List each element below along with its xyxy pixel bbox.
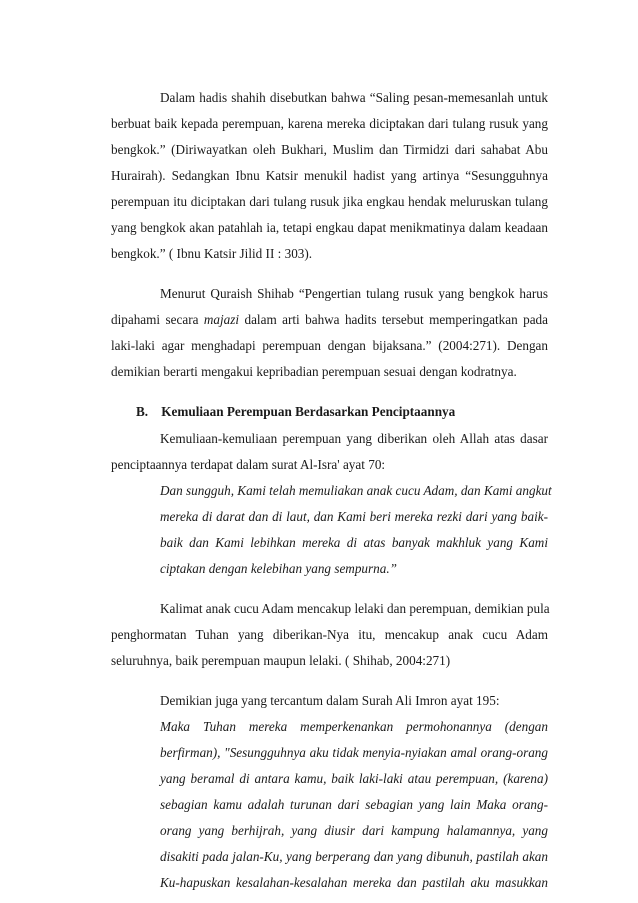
- text-line: [111, 311, 548, 329]
- text-line: laki-laki agar menghadapi perempuan dengan bijaksana.” (2004:271). Dengan: [111, 338, 548, 353]
- quote-line: yang beramal di antara kamu, baik laki-laki atau perempuan, (karena): [160, 771, 548, 786]
- quote-line: Maka Tuhan mereka memperkenankan permohonannya (dengan: [160, 719, 548, 734]
- section-heading: B. Kemuliaan Perempuan Berdasarkan Penciptaannya: [136, 404, 456, 419]
- text-line: bengkok.” (Diriwayatkan oleh Bukhari, Muslim dan Tirmidzi dari sahabat Abu: [111, 142, 548, 157]
- text-segment: dipahami secara: [111, 312, 204, 327]
- quote-line: berfirman), "Sesungguhnya aku tidak menyia-nyiakan amal orang-orang: [160, 745, 548, 760]
- text-line: berbuat baik kepada perempuan, karena mereka diciptakan dari tulang rusuk yang: [111, 116, 548, 131]
- text-line: yang bengkok akan patahlah ia, tetapi engkau dapat menikmatinya dalam keadaan: [111, 220, 548, 235]
- quote-line: baik dan Kami lebihkan mereka di atas banyak makhluk yang Kami: [160, 535, 548, 550]
- text-line: Hurairah). Sedangkan Ibnu Katsir menukil hadist yang artinya “Sesungguhnya: [111, 168, 548, 183]
- quote-line: Dan sungguh, Kami telah memuliakan anak cucu Adam, dan Kami angkut: [160, 483, 552, 498]
- paragraph-ali-imron-intro: Demikian juga yang tercantum dalam Surah Ali Imron ayat 195:: [160, 693, 500, 708]
- text-line: Dalam hadis shahih disebutkan bahwa “Saling pesan-memesanlah untuk: [160, 90, 548, 105]
- text-line: Kemuliaan-kemuliaan perempuan yang diberikan oleh Allah atas dasar: [160, 431, 548, 446]
- quote-line: disakiti pada jalan-Ku, yang berperang dan yang dibunuh, pastilah akan: [160, 849, 548, 864]
- text-line: penghormatan Tuhan yang diberikan-Nya itu, mencakup anak cucu Adam: [111, 627, 548, 642]
- text-line: Menurut Quraish Shihab “Pengertian tulang rusuk yang bengkok harus: [160, 286, 548, 301]
- quote-line: ciptakan dengan kelebihan yang sempurna.”: [160, 561, 397, 576]
- quote-line: mereka di darat dan di laut, dan Kami beri mereka rezki dari yang baik-: [160, 509, 548, 524]
- text-line: demikian berarti mengakui kepribadian perempuan sesuai dengan kodratnya.: [111, 364, 517, 379]
- text-line: seluruhnya, baik perempuan maupun lelaki. ( Shihab, 2004:271): [111, 653, 451, 668]
- italic-term-majazi: majazi: [203, 312, 240, 327]
- quote-line: orang yang berhijrah, yang diusir dari kampung halamannya, yang: [160, 823, 548, 838]
- text-segment: dalam arti bahwa hadits tersebut memperingatkan pada: [239, 312, 549, 327]
- text-line: Kalimat anak cucu Adam mencakup lelaki dan perempuan, demikian pula: [160, 601, 550, 616]
- quote-line: Ku-hapuskan kesalahan-kesalahan mereka dan pastilah aku masukkan: [160, 875, 548, 890]
- text-line: bengkok.” ( Ibnu Katsir Jilid II : 303).: [111, 246, 313, 261]
- quote-line: sebagian kamu adalah turunan dari sebagian yang lain Maka orang-: [160, 797, 548, 812]
- text-line: penciptaannya terdapat dalam surat Al-Isra' ayat 70:: [111, 457, 386, 472]
- text-line: perempuan itu diciptakan dari tulang rusuk jika engkau hendak meluruskan tulang: [111, 194, 548, 209]
